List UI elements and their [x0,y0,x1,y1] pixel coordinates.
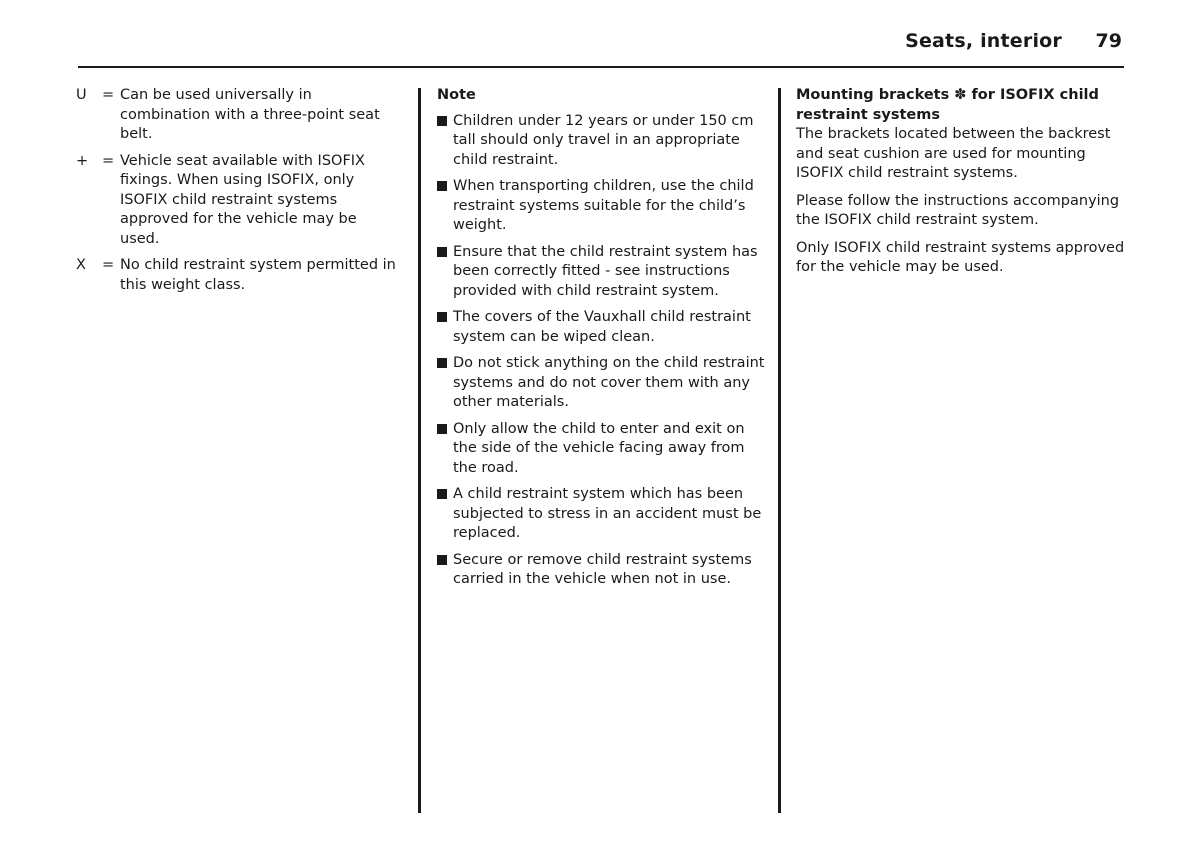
mounting-paragraph: Please follow the instructions accompanying the ISOFIX child restraint system. [796,192,1120,228]
header-rule [78,66,1124,68]
note-item-text: Do not stick anything on the child restraint systems and do not cover them with any other materials. [453,355,765,410]
column-divider-right [778,88,781,813]
note-item-text: A child restraint system which has been subjected to stress in an accident must be replaced. [453,486,762,541]
note-item [437,177,767,236]
square-bullet-icon [437,116,447,126]
note-item-text: When transporting children, use the child restraint systems suitable for the child’s weight. [453,178,754,233]
note-item-text: Ensure that the child restraint system has been correctly fitted - see instructions provided with child restraint system. [453,243,758,299]
note-item [437,243,767,302]
legend-equals: = [102,152,115,169]
legend-text: No child restraint system permitted in this weight class. [120,257,396,293]
legend-row-not-permitted [76,256,398,295]
legend-column [76,86,398,302]
legend-equals: = [102,257,115,273]
note-item [437,308,767,347]
note-column [437,86,767,597]
note-item [437,551,767,590]
note-item [437,112,767,171]
square-bullet-icon [437,424,447,434]
square-bullet-icon [437,489,447,499]
note-item [437,354,767,413]
mounting-paragraph: Only ISOFIX child restraint systems approved for the vehicle may be used. [796,239,1125,275]
legend-symbol: + [76,152,89,169]
mounting-heading: Mounting brackets ✽ for ISOFIX child restraint systems [796,87,1099,123]
square-bullet-icon [437,358,447,368]
legend-text: Vehicle seat available with ISOFIX fixings. When using ISOFIX, only ISOFIX child restraint systems approved for the vehicle may be used. [120,152,365,247]
legend-equals: = [102,87,115,103]
mounting-paragraph: The brackets located between the backrest and seat cushion are used for mounting ISOFIX child restraint systems. [796,126,1111,181]
legend-symbol: X [76,257,86,273]
square-bullet-icon [437,312,447,322]
mounting-column [796,86,1126,286]
square-bullet-icon [437,181,447,191]
square-bullet-icon [437,555,447,565]
note-heading: Note [437,87,476,103]
note-item [437,420,767,479]
legend-symbol: U [76,87,87,103]
legend-text: Can be used universally in combination with a three-point seat belt. [120,87,380,142]
note-item-text: The covers of the Vauxhall child restraint system can be wiped clean. [453,309,751,345]
page-header-title: Seats, interior [905,30,1062,52]
note-item-text: Children under 12 years or under 150 cm tall should only travel in an appropriate child restraint. [453,112,754,168]
page-number: 79 [1095,30,1122,52]
note-item-text: Secure or remove child restraint systems carried in the vehicle when not in use. [453,551,752,587]
square-bullet-icon [437,247,447,257]
column-divider-left [418,88,421,813]
legend-row-universal [76,86,398,145]
note-item-text: Only allow the child to enter and exit on the side of the vehicle facing away from the road. [453,420,745,476]
note-item [437,485,767,544]
legend-row-isofix [76,152,398,250]
